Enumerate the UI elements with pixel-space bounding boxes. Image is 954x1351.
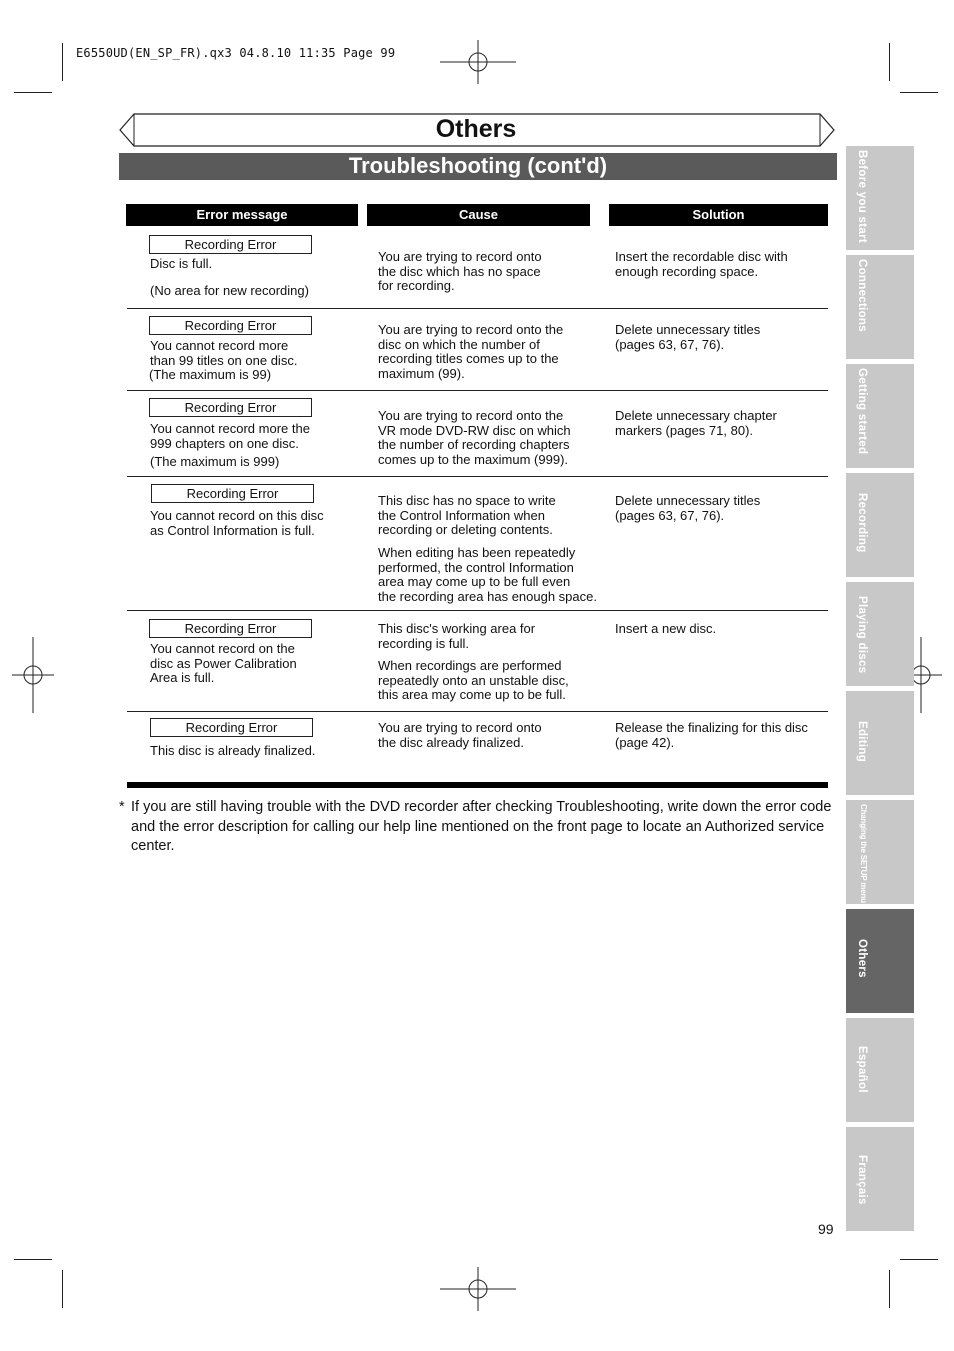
column-header-cause: Cause [367,204,590,226]
error-code-box: Recording Error [151,484,314,503]
row-divider [127,711,828,712]
tab-label: Changing the SETUP menu [859,804,868,903]
error-message: You cannot record more the 999 chapters on one disc. (The maximum is 999) [150,421,310,470]
footnote-text: If you are still having trouble with the DVD recorder after checking Troubleshooting, write down the error code and the error description for calling our help line mentioned on the front page to locate an Authorized service center. [131,799,832,855]
error-message: You cannot record on the disc as Power Calibration Area is full. [150,641,297,686]
solution-text: Insert the recordable disc with enough recording space. [615,249,788,279]
error-message: You cannot record more than 99 titles on one disc. (The maximum is 99) [149,338,298,383]
error-message: This disc is already finalized. [150,743,316,758]
error-code-box: Recording Error [149,398,312,417]
row-divider [127,390,828,391]
cause-text: You are trying to record onto the disc already finalized. [378,720,542,750]
print-header: E6550UD(EN_SP_FR).qx3 04.8.10 11:35 Page 99 [76,46,396,60]
tab-before-you-start[interactable] [846,146,914,250]
solution-text: Insert a new disc. [615,621,717,636]
registration-mark-icon [440,40,516,84]
solution-text: Delete unnecessary chapter markers (pages 71, 80). [615,408,777,438]
cause-text-additional: When recordings are performed repeatedly onto an unstable disc, this area may come up to be full. [378,658,569,703]
error-code-box: Recording Error [149,235,312,254]
tab-others[interactable] [846,909,914,1013]
page-title: Others [435,115,517,143]
tab-label: Before you start [856,150,868,243]
error-message: Disc is full. (No area for new recording) [150,256,309,298]
tab-label: Others [856,939,868,978]
tab-label: Español [856,1046,868,1093]
row-divider [127,308,828,309]
section-title: Troubleshooting (cont'd) [119,153,837,180]
column-header-solution: Solution [609,204,828,226]
error-code-box: Recording Error [150,718,313,737]
tab-francais[interactable] [846,1127,914,1231]
tab-espanol[interactable] [846,1018,914,1122]
tab-editing[interactable] [846,691,914,795]
registration-mark-icon [12,637,54,713]
tab-label: Getting started [856,368,868,455]
cause-text: This disc's working area for recording is full. [378,621,536,651]
tab-label: Connections [856,259,868,332]
row-divider [127,610,828,611]
tab-label: Playing discs [856,596,868,674]
cause-text: You are trying to record onto the disc which has no space for recording. [378,249,542,294]
solution-text: Delete unnecessary titles (pages 63, 67, 76). [615,322,761,352]
tab-connections[interactable] [846,255,914,359]
cause-text-additional: When editing has been repeatedly performed, the control Information area may come up to be full even the recording area has enough space. [378,545,597,604]
tab-label: Editing [856,721,868,763]
page-number: 99 [818,1221,834,1237]
error-message: You cannot record on this disc as Control Information is full. [150,508,324,538]
cause-text: You are trying to record onto the VR mode DVD-RW disc on which the number of recording chapters comes up to the maximum (999). [378,408,571,467]
tab-label: Recording [856,493,868,553]
tab-label: Français [856,1155,868,1205]
table-bottom-rule [127,782,828,788]
footnote-marker: * [119,799,125,815]
error-code-box: Recording Error [149,316,312,335]
row-divider [127,476,828,477]
tab-recording[interactable] [846,473,914,577]
cause-text: This disc has no space to write the Control Information when recording or deleting contents. [378,493,556,538]
registration-mark-icon [440,1267,516,1311]
solution-text: Release the finalizing for this disc (page 42). [615,720,808,750]
footnote [119,798,835,857]
tab-changing-setup-menu[interactable] [846,800,914,904]
solution-text: Delete unnecessary titles (pages 63, 67, 76). [615,493,761,523]
error-code-box: Recording Error [149,619,312,638]
cause-text: You are trying to record onto the disc on which the number of recording titles comes up to the maximum (99). [378,322,564,381]
tab-playing-discs[interactable] [846,582,914,686]
column-header-error: Error message [126,204,358,226]
tab-getting-started[interactable] [846,364,914,468]
